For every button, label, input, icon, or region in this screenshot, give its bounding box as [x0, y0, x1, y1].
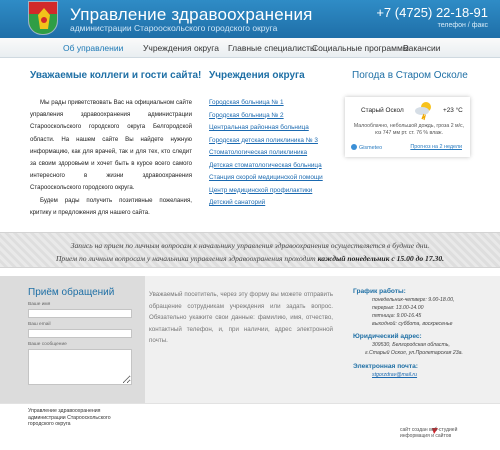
site-header	[0, 0, 500, 38]
list-item	[209, 160, 334, 173]
notice-line-2-text: Прием по личным вопросам у начальника управления здравоохранения проходит	[55, 254, 318, 263]
gismeteo-icon	[351, 144, 357, 150]
form-hint: Уважаемый посетитель, через эту форму вы можете отправить обращение сотрудникам учреждения или задать вопрос. Обязательно укажите свои данные: фамилию, имя, отчество, контактный телефон, и, при наличии, адрес электронной почты.	[149, 291, 333, 344]
email-heading: Электронная почта:	[353, 363, 418, 370]
gismeteo-label: Gismeteo	[359, 145, 383, 151]
main-nav	[0, 38, 500, 58]
welcome-text	[30, 97, 192, 219]
email-field[interactable]	[28, 329, 132, 338]
weather-heading: Погода в Старом Осколе	[352, 70, 468, 81]
message-label: Ваше сообщение	[28, 342, 67, 347]
weather-description: Малооблачно, небольшой дождь, гроза 2 м/с, юз 747 мм рт. ст. 76 % влаж.	[353, 123, 465, 136]
weather-temperature: +23 °C	[443, 107, 463, 114]
institution-link[interactable]: Городская детская поликлиника № 3	[209, 136, 318, 144]
footer-credit[interactable]: сайт создан веб-студией информация и сайтов	[400, 427, 458, 439]
nav-item-vacancies[interactable]: Вакансии	[403, 43, 441, 53]
weather-city: Старый Оскол	[361, 107, 404, 114]
site-title: Управление здравоохранения	[70, 5, 313, 24]
list-item	[209, 197, 334, 210]
forecast-link[interactable]: Прогноз на 2 недели	[410, 144, 462, 150]
coat-of-arms-logo[interactable]	[28, 1, 58, 35]
schedule-line: выходной: суббота, воскресенье	[372, 321, 453, 327]
phone-number: +7 (4725) 22-18-91	[376, 5, 488, 20]
notice-line-2-bold: каждый понедельник с 15.00 до 17.30.	[317, 254, 445, 263]
institution-link[interactable]: Детская стоматологическая больница	[209, 161, 322, 169]
welcome-heading: Уважаемые коллеги и гости сайта!	[30, 70, 202, 81]
list-item	[209, 110, 334, 123]
welcome-paragraph-2: Будем рады получить позитивные пожелания, критику и предложения для нашего сайта.	[30, 196, 192, 216]
institution-link[interactable]: Центр медицинской профилактики	[209, 186, 313, 194]
message-field[interactable]	[28, 349, 132, 385]
schedule-line: пятница: 9.00-16.45	[372, 313, 422, 319]
institutions-heading: Учреждения округа	[209, 70, 305, 81]
list-item	[209, 147, 334, 160]
reception-notice	[0, 232, 500, 268]
email-label: Ваш email	[28, 322, 51, 327]
address-heading: Юридический адрес:	[353, 333, 422, 340]
nav-item-about[interactable]: Об управлении	[63, 43, 124, 53]
contact-email-link[interactable]: stgorzdrav@mail.ru	[372, 372, 418, 378]
name-field[interactable]	[28, 309, 132, 318]
gismeteo-brand[interactable]	[351, 144, 382, 151]
schedule-line: перерыв: 13.00-14.00	[372, 305, 424, 311]
nav-item-social-programs[interactable]: Социальные программы	[312, 43, 409, 53]
nav-item-specialists[interactable]: Главные специалисты	[228, 43, 317, 53]
institution-link[interactable]: Станция скорой медицинской помощи	[209, 174, 323, 181]
name-label: Ваше имя	[28, 302, 51, 307]
institutions-list	[209, 97, 334, 210]
list-item	[209, 172, 334, 185]
notice-line-2	[0, 254, 500, 263]
address-line: 309530, Белгородская область,	[372, 342, 450, 348]
list-item	[209, 122, 334, 135]
list-item	[209, 97, 334, 110]
phone-label: телефон / факс	[437, 22, 488, 29]
address-line: г.Старый Оскол, ул.Пролетарская 23а.	[365, 350, 463, 356]
institution-link[interactable]: Городская больница № 2	[209, 111, 284, 119]
site-subtitle: администрации Старооскольского городского округа	[70, 23, 278, 33]
nav-item-institutions[interactable]: Учреждения округа	[143, 43, 219, 53]
schedule-line: понедельник-четверг: 9.00-18.00,	[372, 297, 455, 303]
notice-line-1: Запись на прием по личным вопросам к начальнику управления здравоохранения осуществляется в будние дни.	[70, 241, 430, 250]
list-item	[209, 185, 334, 198]
schedule-heading: График работы:	[353, 288, 406, 295]
institution-link[interactable]: Городская больница № 1	[209, 99, 284, 106]
institution-link[interactable]: Детский санаторий	[209, 199, 266, 206]
institution-link[interactable]: Стоматологическая поликлиника	[209, 149, 308, 156]
weather-widget	[345, 97, 470, 157]
list-item	[209, 135, 334, 148]
form-title: Приём обращений	[28, 287, 115, 298]
partly-cloudy-rain-icon	[413, 99, 435, 121]
institution-link[interactable]: Центральная районная больница	[209, 124, 309, 131]
footer-org-name: Управление здравоохранения администрации Старооскольского городского округа	[28, 408, 111, 427]
welcome-paragraph-1: Мы рады приветствовать Вас на официальном сайте управления здравоохранения администрации Старооскольского городского округа Белгородской области. На нашем сайте Вы найдете нужную информацию, как для врачей, так и для тех, кто следит за своим здоровьем и хочет быть в курсе всего самого интересного в жизни здравоохранения Старооскольского городского округа.	[30, 99, 192, 192]
